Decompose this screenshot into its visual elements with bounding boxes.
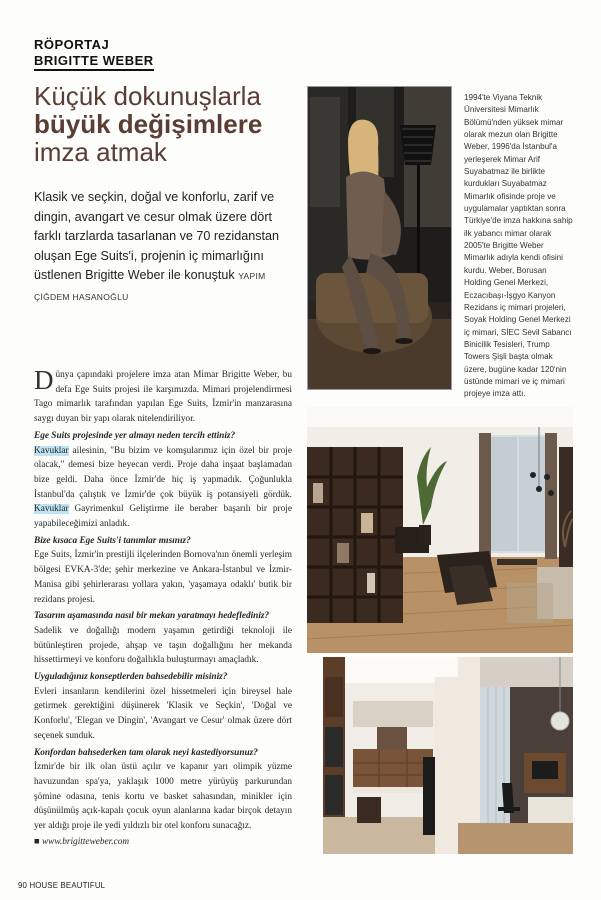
- answer-1: [34, 444, 292, 532]
- rubric-label: RÖPORTAJ: [34, 37, 110, 52]
- website-url[interactable]: [34, 835, 292, 850]
- answer-4: Evleri insanların kendilerini özel hissetmeleri için bireysel hale getirmek gerektiğini düşünerek 'Klasik ve Seçkin', 'Doğal ve Konforlu', 'Elegan ve Dingin', 'Avangart ve Cesur' olmak üzere dört seçenek sunduk.: [34, 686, 292, 741]
- drop-cap: D: [34, 365, 54, 395]
- question-4: Uyguladığınız konseptlerden bahsedebilir misiniz?: [34, 672, 228, 683]
- kitchen-photo: [323, 657, 458, 854]
- biography-caption: 1994'te Viyana Teknik Üniversitesi Mimarlık Bölümü'nden yüksek mimar olarak mezun olan Brigitte Weber, 1996'da İstanbul'a yerleşerek Mimar Arif Suyabatmaz ile birlikte kurdukları Suyabatmaz Mimarlık ofisinde proje ve uygulamalar yaptıktan sonra Türkiye'de imza hakkına sahip ilk yabancı mimar olarak 2005'te Brigitte Weber Mimarlık adıyla kendi ofisini kurdu. Weber, Borusan Holding Genel Merkezi, Eczacıbaşı-İşgyo Kanyon Rezidans iç mimari projeleri, Soyak Holding Genel Merkezi iç mimari, SİEC Sevil Sabancı Binicilik Tesisleri, Trump Towers Şişli başta olmak üzere, bugüne kadar 120'nin üstünde mimari ve iç mimari projeye imza attı.: [464, 93, 573, 399]
- question-2: Bize kısaca Ege Suits'i tanımlar mısınız?: [34, 535, 191, 546]
- answer-2: Ege Suits, İzmir'in prestijli ilçelerinden Bornova'nın önemli yerleşim bölgesi EVKA-3'de; şehir merkezine ve Ankara-İstanbul ve İzmir-Manisa gibi şehirlerarası yollara yakın, 'yaşamaya odaklı' butik bir rezidans projesi.: [34, 550, 292, 605]
- dining-room-illustration: [458, 657, 573, 854]
- article-lead: [34, 188, 302, 308]
- section-rubric: [34, 38, 254, 71]
- intro-paragraph: [34, 365, 292, 427]
- dining-room-photo: [458, 657, 573, 854]
- headline-line-2: büyük değişimlere: [34, 109, 263, 139]
- page-folio: 90 HOUSE BEAUTIFUL: [18, 881, 106, 890]
- bullet-icon: ■: [34, 836, 42, 847]
- portrait-illustration: [308, 87, 451, 389]
- portrait-photo: [307, 86, 452, 390]
- article-body: [34, 365, 292, 850]
- article-headline: [34, 82, 304, 166]
- answer-1-part-2: Gayrimenkul Geliştirme ile beraber başarılı bir proje yapabileceğimizi anladık.: [34, 504, 292, 530]
- kitchen-illustration: [323, 657, 458, 854]
- intro-text: ünya çapındaki projelere imza atan Mimar Brigitte Weber, bu defa Ege Suits projesi ile karşımızda. Mimari projelendirmesi Tago mimarlık tarafından yapılan Ege Suits, İzmir'in manzarasına saygı duyan bir yapı olarak nitelendiriliyor.: [34, 370, 292, 425]
- question-3: Tasarım aşamasında nasıl bir mekan yaratmayı hedeflediniz?: [34, 611, 270, 622]
- rubric-subject: BRIGITTE WEBER: [34, 53, 154, 71]
- highlight-1: Kavuklar: [34, 445, 69, 456]
- lead-text: Klasik ve seçkin, doğal ve konforlu, zarif ve dingin, avangart ve cesur olmak üzere dört farklı tarzlarda tasarlanan ve 70 rezidanstan oluşan Ege Suits'i, projenin iç mimarlığını üstlenen Brigitte Weber ile konuştuk: [34, 190, 280, 283]
- answer-1-part-1: ailesinin, "Bu bizim ve komşularımız için özel bir proje olacak," demesi bize heyecan verdi. Proje daha inşaat başlamadan bize geldi. Daha önce İzmir'de hiç iş yapmadık. Çoğunlukla İstanbul'da çalıştık ve İzmir'de çok büyük iş potansiyeli gördük.: [34, 445, 292, 500]
- answer-3: Sadelik ve doğallığı modern yaşamın getirdiği teknoloji ile bütünleştiren projede, ahşap ve taşın doğallığını her mekanda hissettirmeyi ve konforu doğallıkla buluşturmayı amaçladık.: [34, 625, 292, 666]
- living-room-photo: [307, 407, 573, 653]
- website-url-text[interactable]: www.brigitteweber.com: [41, 836, 130, 847]
- byline: YAPIM ÇİĞDEM HASANOĞLU: [34, 271, 266, 302]
- headline-line-3: imza atmak: [34, 137, 167, 167]
- question-1: Ege Suits projesinde yer almayı neden tercih ettiniz?: [34, 430, 236, 441]
- headline-line-1: Küçük dokunuşlarla: [34, 81, 261, 111]
- answer-5: İzmir'de bir ilk olan üstü açılır ve kapanır yarı olimpik yüzme havuzundan spa'ya, yaklaşık 1000 metre yürüyüş parkurundan şömine odasına, tenis kortu ve basket sahasından, minikler için düşünülmüş açık-kapalı çocuk oyun alanlarına kadar birçok detayın yer aldığı proje ile yedi yıldızlı bir otel konforu sunacağız.: [34, 762, 292, 832]
- living-room-illustration: [307, 407, 573, 653]
- highlight-2: Kavuklar: [34, 504, 69, 515]
- question-5: Konfordan bahsederken tam olarak neyi kastediyorsunuz?: [34, 747, 258, 758]
